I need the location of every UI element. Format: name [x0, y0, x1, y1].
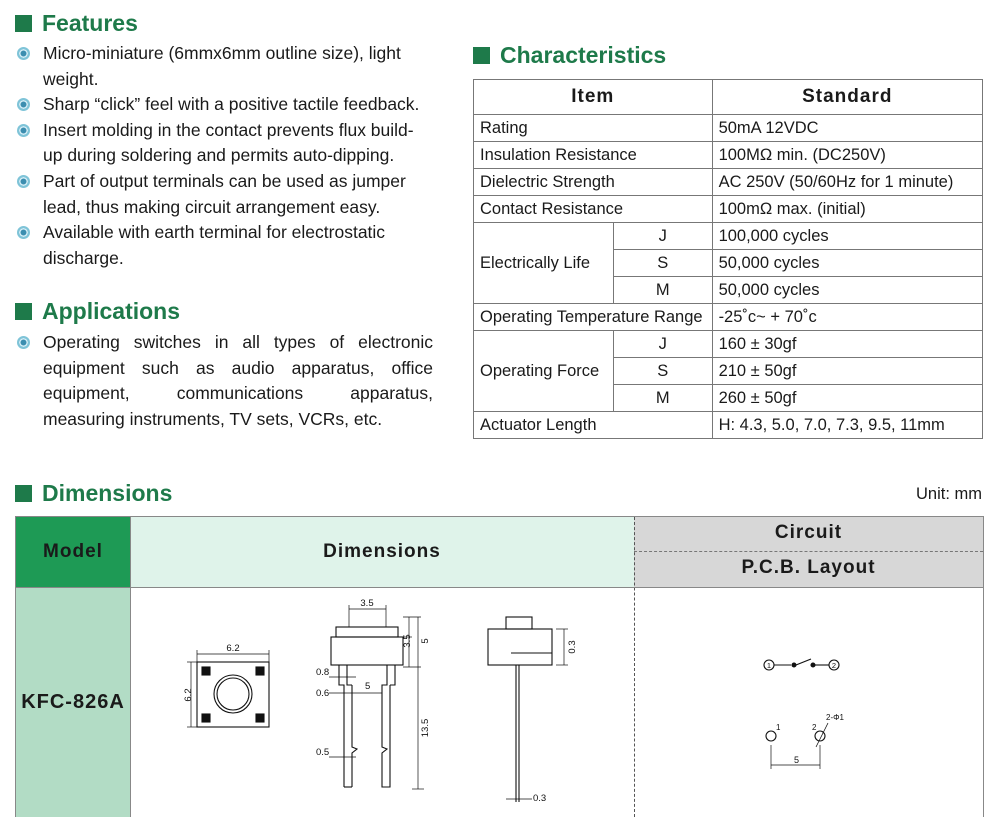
- row-value: -25˚c~ + 70˚c: [712, 304, 982, 331]
- dim-label: 0.3: [533, 793, 547, 804]
- table-row: [474, 169, 983, 196]
- row-label: Contact Resistance: [474, 196, 713, 223]
- col-dimensions: Dimensions: [130, 517, 634, 587]
- dimensions-heading: [15, 480, 172, 507]
- square-icon: [473, 47, 490, 64]
- row-value: 260 ± 50gf: [712, 385, 982, 412]
- bullet-icon: [17, 124, 30, 137]
- row-label: Insulation Resistance: [474, 142, 713, 169]
- square-icon: [15, 15, 32, 32]
- table-row: [474, 412, 983, 439]
- col-model: Model: [16, 517, 130, 587]
- list-item: [15, 41, 433, 92]
- row-sub: S: [613, 250, 712, 277]
- applications-list: [15, 330, 433, 432]
- row-value: 100MΩ min. (DC250V): [712, 142, 982, 169]
- list-line: Operating switches in all types of electronic: [43, 332, 433, 352]
- table-row: [474, 115, 983, 142]
- row-label: Actuator Length: [474, 412, 713, 439]
- dim-label: 0.6: [316, 688, 330, 699]
- list-line: equipment, communications apparatus,: [43, 383, 433, 404]
- dimension-drawings: [16, 517, 983, 817]
- dim-label: 1: [776, 723, 781, 732]
- characteristics-heading: [473, 42, 666, 69]
- dim-label: 2: [812, 723, 817, 732]
- features-list: [15, 41, 433, 271]
- characteristics-table: [473, 79, 983, 439]
- col-pcb: P.C.B. Layout: [741, 557, 876, 578]
- row-value: H: 4.3, 5.0, 7.0, 7.3, 9.5, 11mm: [712, 412, 982, 439]
- applications-heading: [15, 298, 180, 325]
- square-icon: [15, 485, 32, 502]
- list-item: [15, 169, 433, 220]
- table-row: [474, 196, 983, 223]
- dim-label: 6.2: [183, 688, 194, 702]
- bullet-icon: [17, 336, 30, 349]
- dim-label: 0.3: [567, 640, 578, 654]
- col-circuit: Circuit: [774, 522, 843, 543]
- row-label: Operating Force: [474, 331, 614, 412]
- row-sub: S: [613, 358, 712, 385]
- list-line: Part of output terminals can be used as jumper: [43, 170, 406, 191]
- table-row: [474, 223, 983, 250]
- row-value: 50,000 cycles: [712, 277, 982, 304]
- row-value: 100,000 cycles: [712, 223, 982, 250]
- dim-label: 0.8: [316, 667, 330, 678]
- features-title: Features: [42, 10, 138, 36]
- row-value: 160 ± 30gf: [712, 331, 982, 358]
- list-line: measuring instruments, TV sets, VCRs, etc.: [43, 408, 383, 429]
- list-line: Insert molding in the contact prevents flux build-: [43, 119, 414, 140]
- features-heading: [15, 10, 138, 37]
- unit-label: Unit: mm: [916, 485, 982, 503]
- list-line: Available with earth terminal for electrostatic: [43, 222, 386, 243]
- circuit-drawing: [764, 659, 839, 670]
- dim-label: 5: [365, 681, 371, 692]
- row-sub: M: [613, 277, 712, 304]
- top-view-drawing: [187, 650, 269, 727]
- bullet-icon: [17, 47, 30, 60]
- col-standard: Standard: [712, 80, 982, 115]
- row-value: 50mA 12VDC: [712, 115, 982, 142]
- dim-label: 3.5: [360, 598, 374, 609]
- dim-label: 6.2: [226, 643, 240, 654]
- dim-label: 2: [831, 661, 837, 670]
- row-value: 100mΩ max. (initial): [712, 196, 982, 223]
- table-row: [474, 331, 983, 358]
- characteristics-title: Characteristics: [500, 42, 667, 68]
- end-view-drawing: [488, 617, 568, 802]
- row-sub: J: [613, 331, 712, 358]
- dim-label: 2-Φ1: [826, 713, 844, 722]
- list-line: discharge.: [43, 247, 124, 268]
- table-header-row: [474, 80, 983, 115]
- bullet-icon: [17, 98, 30, 111]
- list-item: [15, 92, 433, 118]
- side-view-drawing: [329, 605, 424, 789]
- row-value: 50,000 cycles: [712, 250, 982, 277]
- table-row: [474, 142, 983, 169]
- list-line: Micro-miniature (6mmx6mm outline size), light: [43, 43, 401, 63]
- table-row: [474, 304, 983, 331]
- row-label: Rating: [474, 115, 713, 142]
- bullet-icon: [17, 175, 30, 188]
- dim-label: 5: [794, 755, 800, 765]
- row-label: Electrically Life: [474, 223, 614, 304]
- list-item: [15, 118, 433, 169]
- row-sub: J: [613, 223, 712, 250]
- list-item: [15, 330, 433, 432]
- row-label: Operating Temperature Range: [474, 304, 713, 331]
- square-icon: [15, 303, 32, 320]
- dim-label: 13.5: [420, 718, 431, 738]
- list-line: up during soldering and permits auto-dipping.: [43, 145, 395, 166]
- row-sub: M: [613, 385, 712, 412]
- dimensions-table: [15, 516, 984, 817]
- dim-label: 5: [420, 638, 431, 644]
- list-item: [15, 220, 433, 271]
- bullet-icon: [17, 226, 30, 239]
- col-item: Item: [474, 80, 713, 115]
- list-line: lead, thus making circuit arrangement easy.: [43, 196, 381, 217]
- dim-label: 0.5: [316, 747, 330, 758]
- list-line: weight.: [43, 68, 99, 89]
- list-line: equipment such as audio apparatus, office: [43, 357, 433, 378]
- row-label: Dielectric Strength: [474, 169, 713, 196]
- dim-label: 3.5: [402, 634, 413, 648]
- dimensions-title: Dimensions: [42, 480, 173, 506]
- row-value: 210 ± 50gf: [712, 358, 982, 385]
- list-line: Sharp “click” feel with a positive tactile feedback.: [43, 94, 420, 115]
- applications-title: Applications: [42, 298, 181, 324]
- row-value: AC 250V (50/60Hz for 1 minute): [712, 169, 982, 196]
- dim-label: 1: [766, 661, 772, 670]
- model-name: KFC-826A: [16, 587, 130, 817]
